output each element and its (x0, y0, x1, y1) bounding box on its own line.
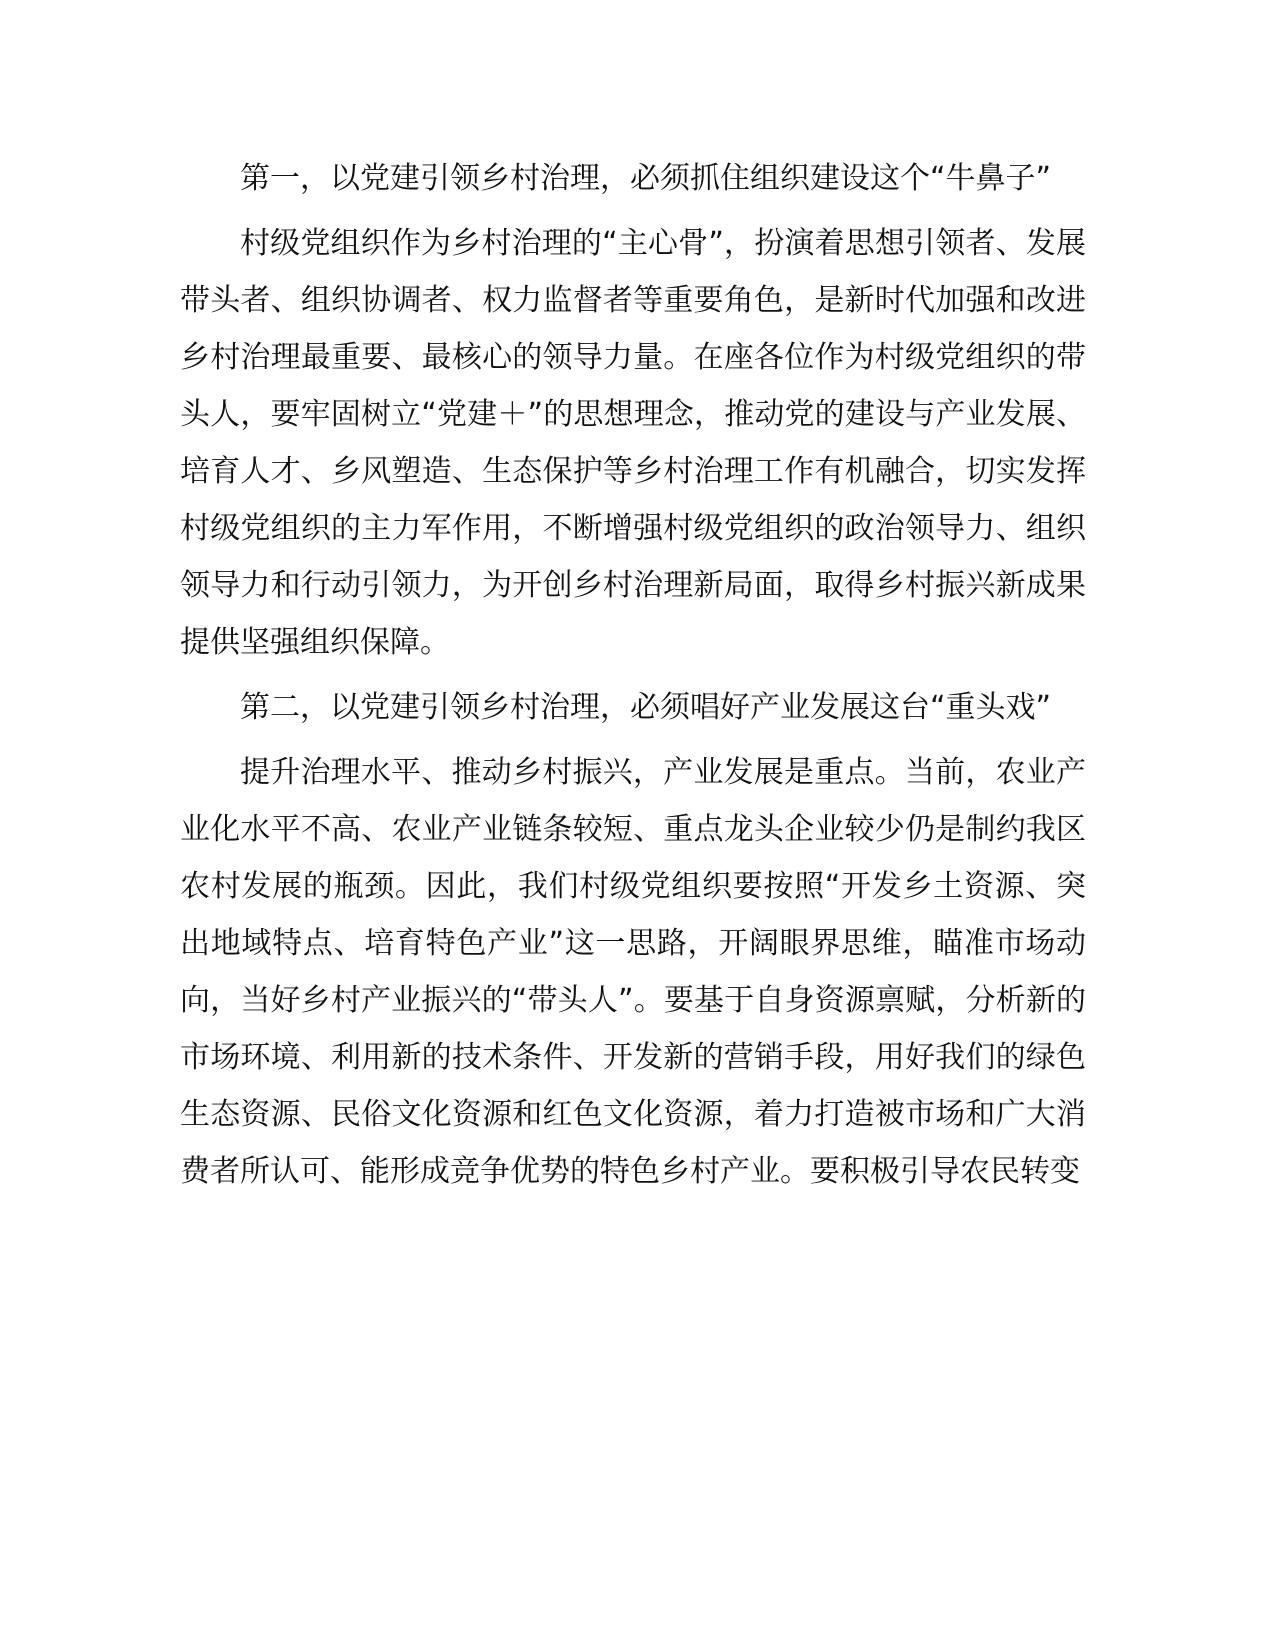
document-page (180, 150, 1086, 1200)
paragraph-party-organization: 村级党组织作为乡村治理的“主心骨”，扮演着思想引领者、发展带头者、组织协调者、权力监督者等重要角色，是新时代加强和改进乡村治理最重要、最核心的领导力量。在座各位作为村级党组织的带头人，要牢固树立“党建＋”的思想理念，推动党的建设与产业发展、培育人才、乡风塑造、生态保护等乡村治理工作有机融合，切实发挥村级党组织的主力军作用，不断增强村级党组织的政治领导力、组织领导力和行动引领力，为开创乡村治理新局面，取得乡村振兴新成果提供坚强组织保障。 (180, 226, 1086, 660)
heading-second-point: 第二，以党建引领乡村治理，必须唱好产业发展这台“重头戏” (240, 690, 1052, 725)
paragraph-industry-development: 提升治理水平、推动乡村振兴，产业发展是重点。当前，农业产业化水平不高、农业产业链条较短、重点龙头企业较少仍是制约我区农村发展的瓶颈。因此，我们村级党组织要按照“开发乡土资源、突出地域特点、培育特色产业”这一思路，开阔眼界思维，瞄准市场动向，当好乡村产业振兴的“带头人”。要基于自身资源禀赋，分析新的市场环境、利用新的技术条件、开发新的营销手段，用好我们的绿色生态资源、民俗文化资源和红色文化资源，着力打造被市场和广大消费者所认可、能形成竞争优势的特色乡村产业。要积极引导农民转变 (180, 755, 1086, 1189)
heading-first-point: 第一，以党建引领乡村治理，必须抓住组织建设这个“牛鼻子” (240, 161, 1052, 196)
